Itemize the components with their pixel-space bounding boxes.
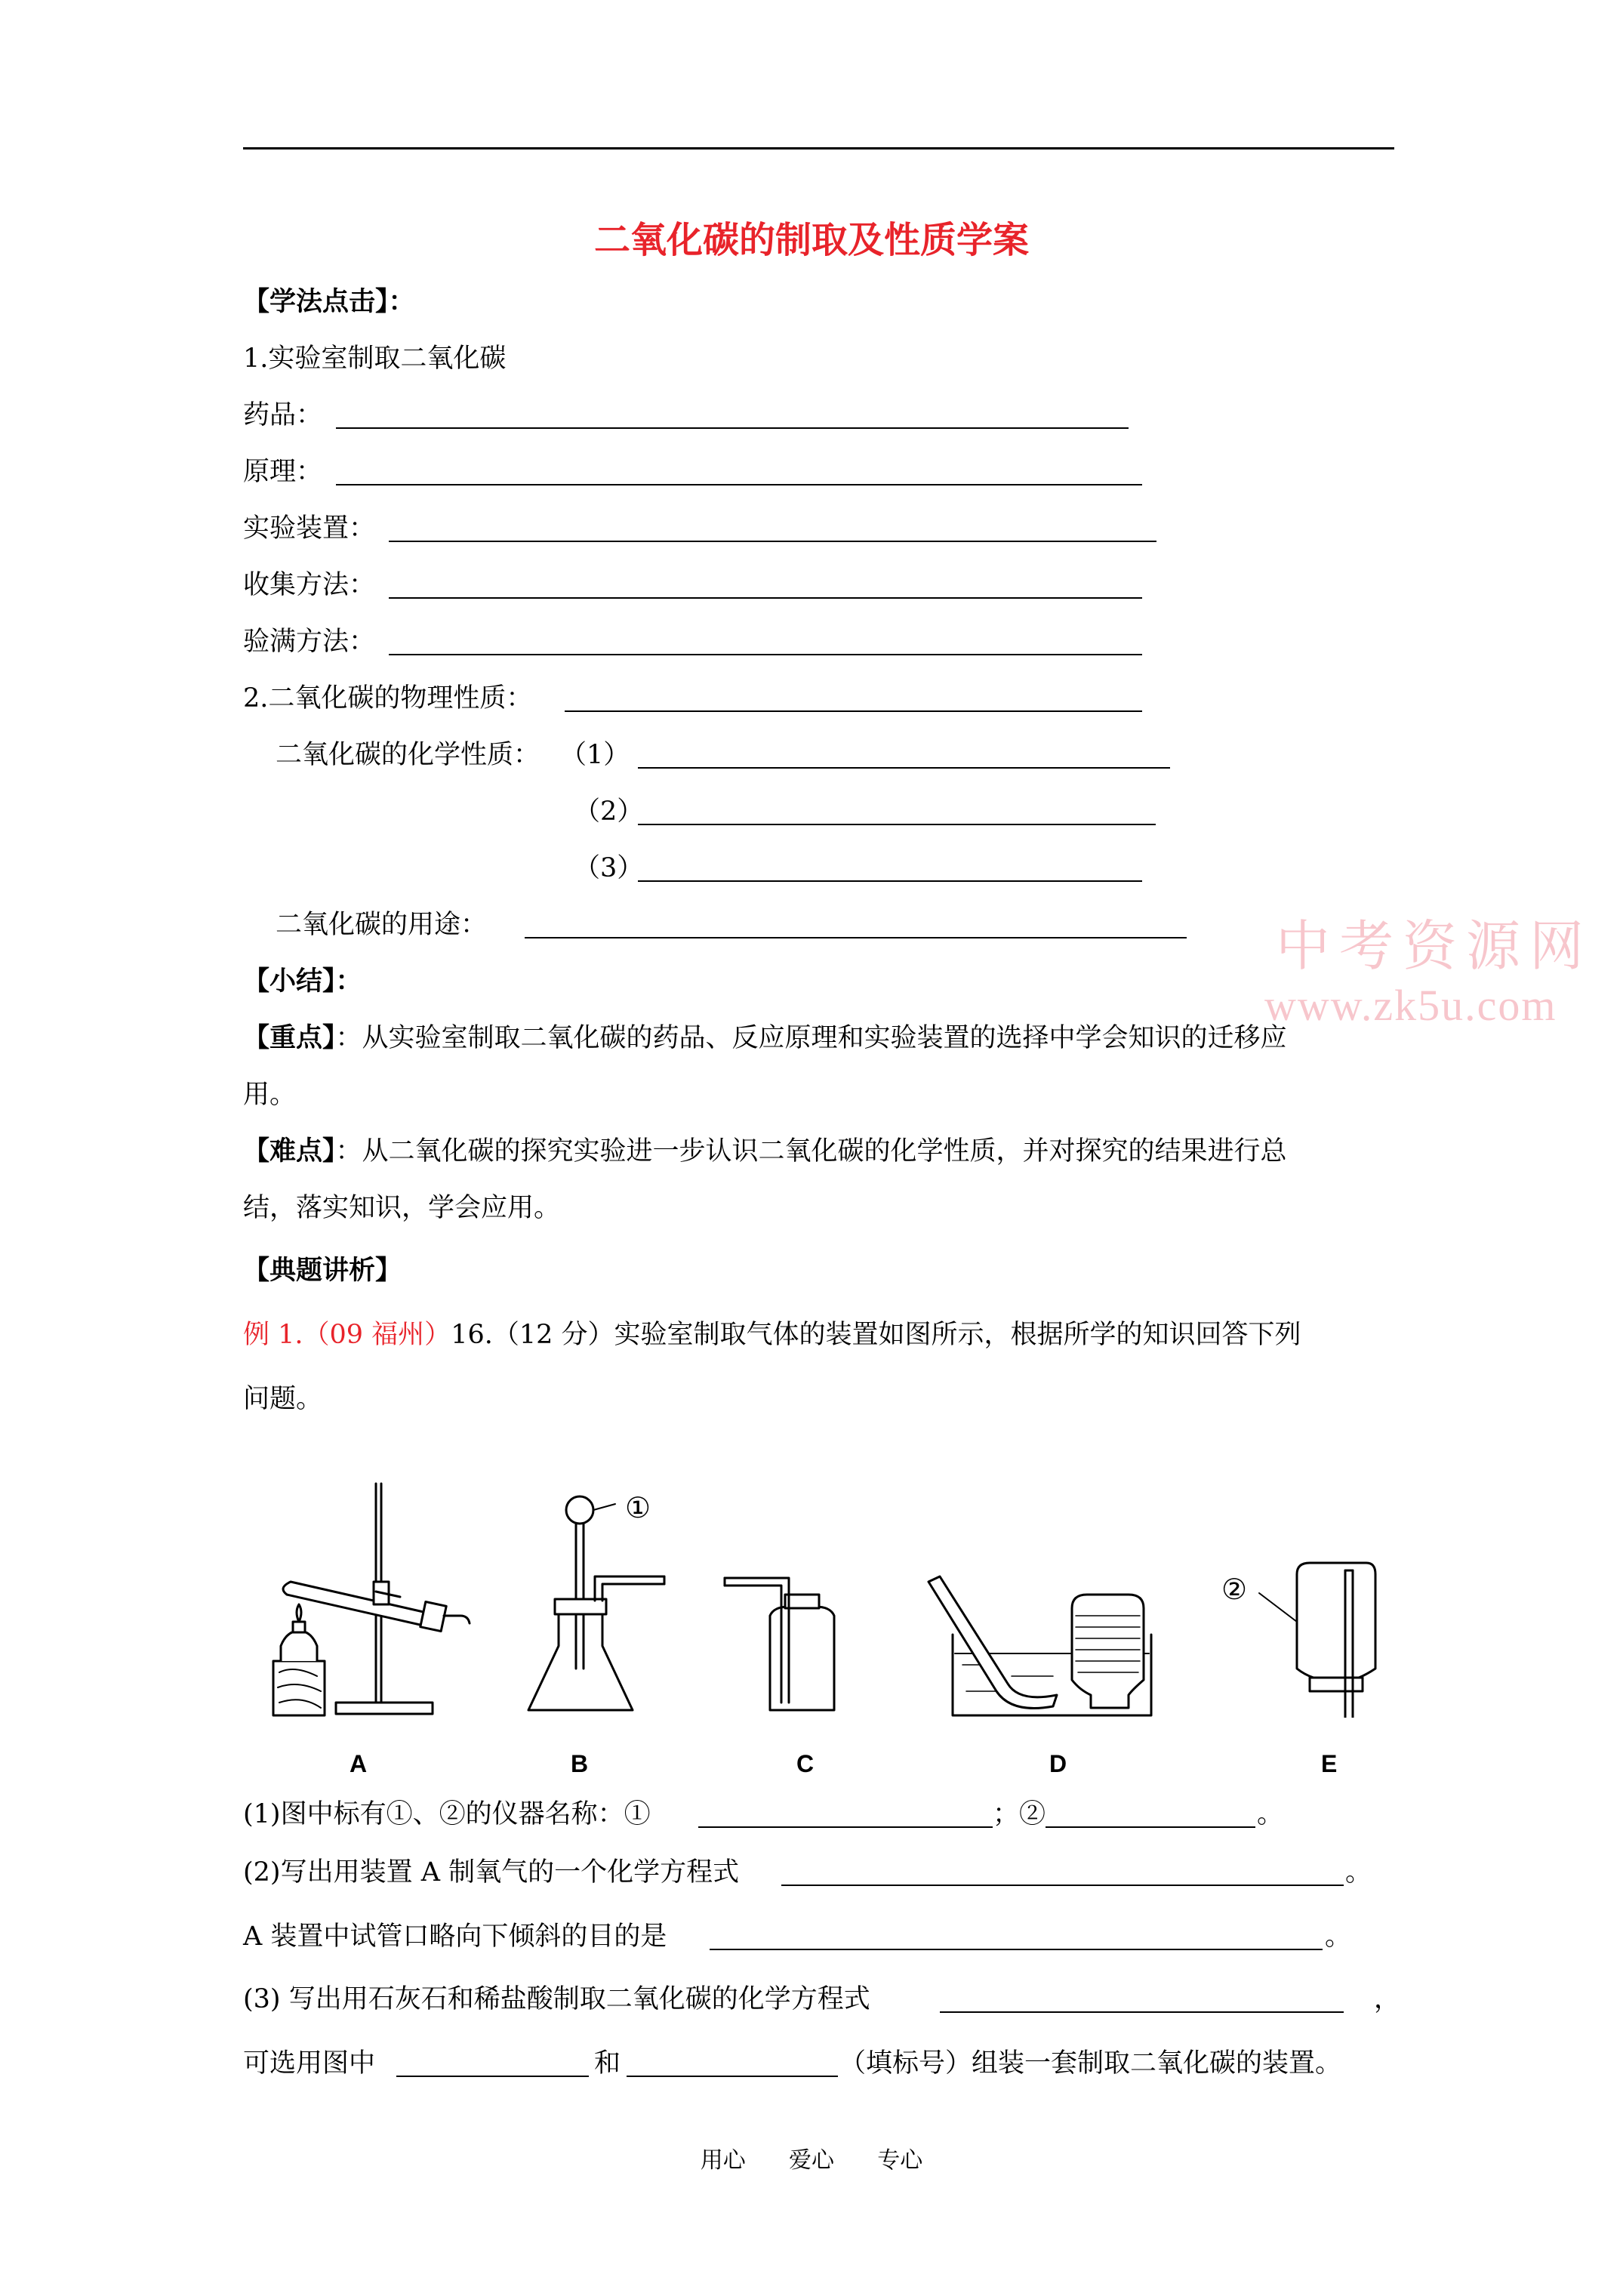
qa2-text-b: 。	[1345, 1857, 1372, 1888]
field-label-principle: 原理：	[243, 457, 323, 487]
q1-heading: 1.实验室制取二氧化碳	[243, 344, 507, 374]
field-label-drugs: 药品：	[243, 400, 323, 430]
blank-physical[interactable]	[565, 710, 1142, 712]
blank-instrument-1[interactable]	[698, 1826, 993, 1828]
chem-item-1: （1）	[560, 740, 630, 770]
qa3c-text-b: 和	[594, 2048, 621, 2079]
uses-label: 二氧化碳的用途：	[276, 910, 488, 940]
example-line2: 问题。	[243, 1384, 323, 1414]
q2-chemical-label: 二氧化碳的化学性质：	[276, 740, 540, 770]
apparatus-figure	[226, 1469, 1434, 1718]
qa3c-text-c: （填标号）组装一套制取二氧化碳的装置。	[839, 2048, 1342, 2079]
blank-check-full[interactable]	[389, 654, 1142, 655]
difficult-point-text: ：从二氧化碳的探究实验进一步认识二氧化碳的化学性质，并对探究的结果进行总	[335, 1136, 1287, 1166]
blank-equation-co2[interactable]	[940, 2011, 1344, 2013]
blank-instrument-2[interactable]	[1046, 1826, 1255, 1828]
example-line1	[243, 1320, 1301, 1350]
qa2c-text-b: 。	[1325, 1922, 1352, 1952]
xuefa-header: 【学法点击】：	[243, 286, 415, 317]
qa2-text-a: (2)写出用装置 A 制氧气的一个化学方程式	[243, 1857, 740, 1888]
figure-label-e: E	[1321, 1750, 1338, 1777]
example-text: 16.（12 分）实验室制取气体的装置如图所示，根据所学的知识回答下列	[451, 1320, 1301, 1350]
figure-label-a: A	[350, 1750, 368, 1777]
qa3-text-a: (3) 写出用石灰石和稀盐酸制取二氧化碳的化学方程式	[243, 1984, 870, 2014]
key-point-line2: 用。	[243, 1080, 297, 1110]
difficult-point-line2: 结，落实知识，学会应用。	[243, 1193, 561, 1223]
figure-label-c: C	[796, 1750, 815, 1777]
qa1-text-b: ；②	[993, 1799, 1046, 1829]
difficult-point-line1	[243, 1136, 1287, 1166]
blank-select-2[interactable]	[627, 2076, 838, 2077]
key-point-label: 【重点】	[243, 1022, 336, 1053]
key-point-line1	[243, 1023, 1287, 1053]
apparatus-c-drawing	[725, 1578, 834, 1710]
qa1-text-a: (1)图中标有①、②的仪器名称：①	[243, 1799, 651, 1829]
blank-chem-1[interactable]	[638, 767, 1170, 769]
chem-item-2: （2）	[574, 797, 644, 827]
field-label-apparatus: 实验装置：	[243, 513, 376, 544]
page-title: 二氧化碳的制取及性质学案	[593, 219, 1029, 261]
page-footer: 用心 爱心 专心	[700, 2147, 923, 2174]
blank-select-1[interactable]	[396, 2076, 589, 2077]
apparatus-b-drawing	[528, 1496, 664, 1710]
example-prefix: 例 1.（09 福州）	[243, 1320, 451, 1350]
qa3c-text-a: 可选用图中	[243, 2048, 376, 2079]
field-label-collect: 收集方法：	[243, 570, 376, 600]
blank-drugs[interactable]	[336, 427, 1129, 429]
summary-header: 【小结】：	[243, 966, 362, 997]
mark-2: ②	[1221, 1573, 1248, 1606]
blank-tilt-purpose[interactable]	[710, 1949, 1323, 1950]
watermark-cn: 中考资源网	[1276, 917, 1594, 977]
header-rule	[243, 147, 1394, 149]
qa3-text-b: ，	[1374, 1984, 1401, 2014]
key-point-text: ：从实验室制取二氧化碳的药品、反应原理和实验装置的选择中学会知识的迁移应	[335, 1023, 1287, 1053]
qa2c-text-a: A 装置中试管口略向下倾斜的目的是	[243, 1922, 667, 1952]
mark-1: ①	[625, 1491, 651, 1524]
apparatus-e-drawing	[1259, 1563, 1375, 1718]
blank-chem-2[interactable]	[638, 824, 1156, 825]
blank-apparatus[interactable]	[389, 541, 1156, 542]
apparatus-d-drawing	[929, 1576, 1151, 1715]
figure-label-d: D	[1049, 1750, 1067, 1777]
blank-uses[interactable]	[525, 937, 1187, 938]
figure-label-b: B	[571, 1750, 589, 1777]
blank-chem-3[interactable]	[638, 880, 1142, 882]
blank-collect[interactable]	[389, 597, 1142, 599]
blank-equation-oxygen[interactable]	[781, 1885, 1344, 1886]
chem-item-3: （3）	[574, 853, 644, 883]
difficult-point-label: 【难点】	[243, 1136, 336, 1166]
qa1-text-c: 。	[1257, 1799, 1284, 1829]
watermark-url: www.zk5u.com	[1264, 981, 1557, 1030]
example-header: 【典题讲析】	[243, 1255, 402, 1286]
blank-principle[interactable]	[336, 484, 1142, 485]
q2-physical-label: 2.二氧化碳的物理性质：	[243, 683, 533, 713]
apparatus-a-drawing	[273, 1484, 470, 1715]
field-label-check-full: 验满方法：	[243, 627, 376, 657]
